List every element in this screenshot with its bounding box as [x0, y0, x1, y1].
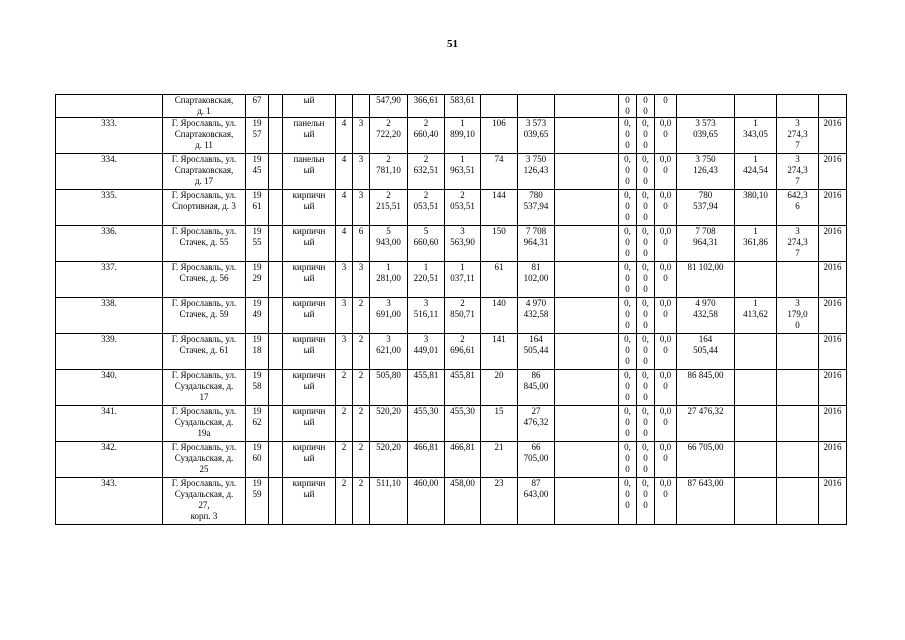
c15-cell: 0, 0 0	[637, 118, 655, 154]
c15-cell: 0 0	[637, 95, 655, 118]
address-cell: Г. Ярославль, ул. Спортивная, д. 3	[163, 190, 246, 226]
area-total-cell: 3 621,00	[370, 334, 408, 370]
year-cell: 19 57	[246, 118, 269, 154]
c15-cell: 0, 0 0	[637, 370, 655, 406]
address-cell: Г. Ярославль, ул. Стачек, д. 55	[163, 226, 246, 262]
floors-cell: 2	[336, 370, 353, 406]
material-cell: кирпичн ый	[283, 334, 336, 370]
area-total-cell: 5 943,00	[370, 226, 408, 262]
people-cell: 150	[481, 226, 518, 262]
c19-cell	[777, 370, 819, 406]
c17-cell: 87 643,00	[677, 478, 735, 525]
area-other-cell: 455,30	[445, 406, 481, 442]
address-cell: Г. Ярославль, ул. Суздальская, д. 19а	[163, 406, 246, 442]
floors-cell: 3	[336, 334, 353, 370]
c19-cell: 642,3 6	[777, 190, 819, 226]
area-other-cell: 1 037,11	[445, 262, 481, 298]
area-other-cell: 466,81	[445, 442, 481, 478]
table-row	[56, 442, 847, 478]
floors-cell: 4	[336, 226, 353, 262]
area-living-cell: 3 449,01	[408, 334, 445, 370]
num-cell: 343.	[56, 478, 163, 525]
num-cell: 338.	[56, 298, 163, 334]
num-cell: 336.	[56, 226, 163, 262]
num-cell: 337.	[56, 262, 163, 298]
year-cell: 19 45	[246, 154, 269, 190]
c14-cell: 0, 0 0	[619, 262, 637, 298]
c17-cell: 780 537,94	[677, 190, 735, 226]
address-cell: Г. Ярославль, ул. Спартаковская, д. 11	[163, 118, 246, 154]
num-cell: 334.	[56, 154, 163, 190]
c19-cell	[777, 478, 819, 525]
year-cell: 19 60	[246, 442, 269, 478]
address-cell: Г. Ярославль, ул. Суздальская, д. 27, корп. 3	[163, 478, 246, 525]
c15-cell: 0, 0 0	[637, 262, 655, 298]
c16-cell: 0,0 0	[655, 478, 677, 525]
entrances-cell: 2	[353, 298, 370, 334]
material-cell: кирпичн ый	[283, 442, 336, 478]
floors-cell: 2	[336, 478, 353, 525]
c19-cell: 3 274,3 7	[777, 118, 819, 154]
c14-cell: 0, 0 0	[619, 190, 637, 226]
material-cell: кирпичн ый	[283, 370, 336, 406]
material-cell: кирпичн ый	[283, 406, 336, 442]
entrances-cell: 6	[353, 226, 370, 262]
people-cell: 23	[481, 478, 518, 525]
area-living-cell: 2 632,51	[408, 154, 445, 190]
entrances-cell: 2	[353, 406, 370, 442]
year-of-work-cell: 2016	[819, 334, 847, 370]
floors-cell: 4	[336, 118, 353, 154]
address-cell: Г. Ярославль, ул. Стачек, д. 56	[163, 262, 246, 298]
c14-cell: 0, 0 0	[619, 334, 637, 370]
entrances-cell: 2	[353, 370, 370, 406]
year-cell: 19 55	[246, 226, 269, 262]
entrances-cell: 3	[353, 262, 370, 298]
table-row	[56, 262, 847, 298]
c18-cell	[735, 334, 777, 370]
continuation-row	[56, 95, 847, 118]
table-row	[56, 334, 847, 370]
c17-cell: 66 705,00	[677, 442, 735, 478]
c17-cell: 3 573 039,65	[677, 118, 735, 154]
area-other-cell: 1 963,51	[445, 154, 481, 190]
year-cell: 19 29	[246, 262, 269, 298]
people-cell: 21	[481, 442, 518, 478]
year-cell: 19 49	[246, 298, 269, 334]
address-cell: Спартаковская, д. 1	[163, 95, 246, 118]
area-other-cell: 2 850,71	[445, 298, 481, 334]
year-of-work-cell: 2016	[819, 154, 847, 190]
c16-cell: 0,0 0	[655, 154, 677, 190]
material-cell: кирпичн ый	[283, 190, 336, 226]
c15-cell: 0, 0 0	[637, 406, 655, 442]
cost-cell: 7 708 964,31	[518, 226, 555, 262]
c14-cell: 0, 0 0	[619, 154, 637, 190]
people-cell: 74	[481, 154, 518, 190]
floors-cell: 4	[336, 190, 353, 226]
area-total-cell: 505,80	[370, 370, 408, 406]
c18-cell: 1 424,54	[735, 154, 777, 190]
year-cell: 19 58	[246, 370, 269, 406]
area-total-cell: 3 691,00	[370, 298, 408, 334]
c15-cell: 0, 0 0	[637, 298, 655, 334]
material-cell: кирпичн ый	[283, 262, 336, 298]
area-other-cell: 3 563,90	[445, 226, 481, 262]
c18-cell	[735, 370, 777, 406]
year-of-work-cell: 2016	[819, 118, 847, 154]
c18-cell	[735, 262, 777, 298]
people-cell: 15	[481, 406, 518, 442]
c19-cell	[777, 262, 819, 298]
c15-cell: 0, 0 0	[637, 334, 655, 370]
c17-cell: 7 708 964,31	[677, 226, 735, 262]
floors-cell: 2	[336, 442, 353, 478]
material-cell: панельн ый	[283, 118, 336, 154]
c16-cell: 0	[655, 95, 677, 118]
material-cell: кирпичн ый	[283, 478, 336, 525]
c14-cell: 0, 0 0	[619, 298, 637, 334]
cost-cell: 780 537,94	[518, 190, 555, 226]
floors-cell: 4	[336, 154, 353, 190]
cost-cell: 66 705,00	[518, 442, 555, 478]
table-row	[56, 226, 847, 262]
year-cell: 19 61	[246, 190, 269, 226]
entrances-cell: 2	[353, 334, 370, 370]
area-other-cell: 1 899,10	[445, 118, 481, 154]
c14-cell: 0, 0 0	[619, 406, 637, 442]
year-cell: 67	[246, 95, 269, 118]
area-other-cell: 455,81	[445, 370, 481, 406]
entrances-cell: 3	[353, 154, 370, 190]
cost-cell: 27 476,32	[518, 406, 555, 442]
c19-cell: 3 179,0 0	[777, 298, 819, 334]
year-of-work-cell: 2016	[819, 370, 847, 406]
num-cell: 341.	[56, 406, 163, 442]
c16-cell: 0,0 0	[655, 190, 677, 226]
area-total-cell: 511,10	[370, 478, 408, 525]
c16-cell: 0,0 0	[655, 226, 677, 262]
area-total-cell: 2 781,10	[370, 154, 408, 190]
c16-cell: 0,0 0	[655, 334, 677, 370]
area-other-cell: 2 696,61	[445, 334, 481, 370]
c18-cell: 1 361,86	[735, 226, 777, 262]
floors-cell: 2	[336, 406, 353, 442]
people-cell: 140	[481, 298, 518, 334]
people-cell: 61	[481, 262, 518, 298]
people-cell: 106	[481, 118, 518, 154]
address-cell: Г. Ярославль, ул. Стачек, д. 61	[163, 334, 246, 370]
c16-cell: 0,0 0	[655, 118, 677, 154]
num-cell	[56, 95, 163, 118]
c17-cell: 27 476,32	[677, 406, 735, 442]
c15-cell: 0, 0 0	[637, 442, 655, 478]
c16-cell: 0,0 0	[655, 262, 677, 298]
area-total-cell: 547,90	[370, 95, 408, 118]
c15-cell: 0, 0 0	[637, 478, 655, 525]
floors-cell: 3	[336, 298, 353, 334]
c14-cell: 0 0	[619, 95, 637, 118]
num-cell: 340.	[56, 370, 163, 406]
c17-cell: 81 102,00	[677, 262, 735, 298]
cost-cell: 3 573 039,65	[518, 118, 555, 154]
cost-cell: 3 750 126,43	[518, 154, 555, 190]
year-cell: 19 18	[246, 334, 269, 370]
c19-cell: 3 274,3 7	[777, 154, 819, 190]
c15-cell: 0, 0 0	[637, 154, 655, 190]
c19-cell	[777, 442, 819, 478]
c14-cell: 0, 0 0	[619, 226, 637, 262]
c18-cell: 380,10	[735, 190, 777, 226]
c16-cell: 0,0 0	[655, 298, 677, 334]
year-of-work-cell: 2016	[819, 406, 847, 442]
c14-cell: 0, 0 0	[619, 478, 637, 525]
people-cell: 20	[481, 370, 518, 406]
cost-cell: 4 970 432,58	[518, 298, 555, 334]
c16-cell: 0,0 0	[655, 406, 677, 442]
c15-cell: 0, 0 0	[637, 226, 655, 262]
area-other-cell: 458,00	[445, 478, 481, 525]
entrances-cell: 2	[353, 478, 370, 525]
year-of-work-cell: 2016	[819, 190, 847, 226]
c16-cell: 0,0 0	[655, 442, 677, 478]
table-row	[56, 478, 847, 525]
year-of-work-cell: 2016	[819, 226, 847, 262]
c17-cell: 3 750 126,43	[677, 154, 735, 190]
num-cell: 339.	[56, 334, 163, 370]
table-row	[56, 298, 847, 334]
material-cell: кирпичн ый	[283, 298, 336, 334]
num-cell: 335.	[56, 190, 163, 226]
material-cell: кирпичн ый	[283, 226, 336, 262]
c18-cell: 1 413,62	[735, 298, 777, 334]
c17-cell: 4 970 432,58	[677, 298, 735, 334]
housing-register-table	[55, 94, 847, 525]
area-living-cell: 455,30	[408, 406, 445, 442]
year-of-work-cell: 2016	[819, 298, 847, 334]
area-total-cell: 2 215,51	[370, 190, 408, 226]
num-cell: 342.	[56, 442, 163, 478]
address-cell: Г. Ярославль, ул. Стачек, д. 59	[163, 298, 246, 334]
year-of-work-cell: 2016	[819, 442, 847, 478]
year-of-work-cell: 2016	[819, 262, 847, 298]
table-row	[56, 154, 847, 190]
year-of-work-cell: 2016	[819, 478, 847, 525]
entrances-cell: 3	[353, 190, 370, 226]
c18-cell	[735, 406, 777, 442]
cost-cell: 86 845,00	[518, 370, 555, 406]
c14-cell: 0, 0 0	[619, 118, 637, 154]
cost-cell: 164 505,44	[518, 334, 555, 370]
area-living-cell: 1 220,51	[408, 262, 445, 298]
table-row	[56, 190, 847, 226]
table-row	[56, 406, 847, 442]
area-other-cell: 2 053,51	[445, 190, 481, 226]
material-cell: панельн ый	[283, 154, 336, 190]
area-living-cell: 2 053,51	[408, 190, 445, 226]
area-total-cell: 2 722,20	[370, 118, 408, 154]
table-row	[56, 370, 847, 406]
c19-cell: 3 274,3 7	[777, 226, 819, 262]
people-cell: 144	[481, 190, 518, 226]
c17-cell: 164 505,44	[677, 334, 735, 370]
address-cell: Г. Ярославль, ул. Суздальская, д. 25	[163, 442, 246, 478]
table-row	[56, 118, 847, 154]
area-total-cell: 520,20	[370, 406, 408, 442]
address-cell: Г. Ярославль, ул. Спартаковская, д. 17	[163, 154, 246, 190]
year-cell: 19 62	[246, 406, 269, 442]
area-living-cell: 366,61	[408, 95, 445, 118]
c14-cell: 0, 0 0	[619, 442, 637, 478]
page-number: 51	[447, 38, 458, 50]
area-total-cell: 520,20	[370, 442, 408, 478]
c18-cell	[735, 442, 777, 478]
c18-cell	[735, 478, 777, 525]
num-cell: 333.	[56, 118, 163, 154]
c17-cell: 86 845,00	[677, 370, 735, 406]
area-other-cell: 583,61	[445, 95, 481, 118]
area-living-cell: 5 660,60	[408, 226, 445, 262]
c19-cell	[777, 334, 819, 370]
year-cell: 19 59	[246, 478, 269, 525]
area-living-cell: 455,81	[408, 370, 445, 406]
c18-cell: 1 343,05	[735, 118, 777, 154]
area-living-cell: 460,00	[408, 478, 445, 525]
address-cell: Г. Ярославль, ул. Суздальская, д. 17	[163, 370, 246, 406]
area-living-cell: 466,81	[408, 442, 445, 478]
c19-cell	[777, 406, 819, 442]
entrances-cell: 3	[353, 118, 370, 154]
c14-cell: 0, 0 0	[619, 370, 637, 406]
area-total-cell: 1 281,00	[370, 262, 408, 298]
cost-cell: 81 102,00	[518, 262, 555, 298]
c15-cell: 0, 0 0	[637, 190, 655, 226]
material-cell: ый	[283, 95, 336, 118]
entrances-cell: 2	[353, 442, 370, 478]
people-cell: 141	[481, 334, 518, 370]
floors-cell: 3	[336, 262, 353, 298]
area-living-cell: 3 516,11	[408, 298, 445, 334]
cost-cell: 87 643,00	[518, 478, 555, 525]
area-living-cell: 2 660,40	[408, 118, 445, 154]
c16-cell: 0,0 0	[655, 370, 677, 406]
